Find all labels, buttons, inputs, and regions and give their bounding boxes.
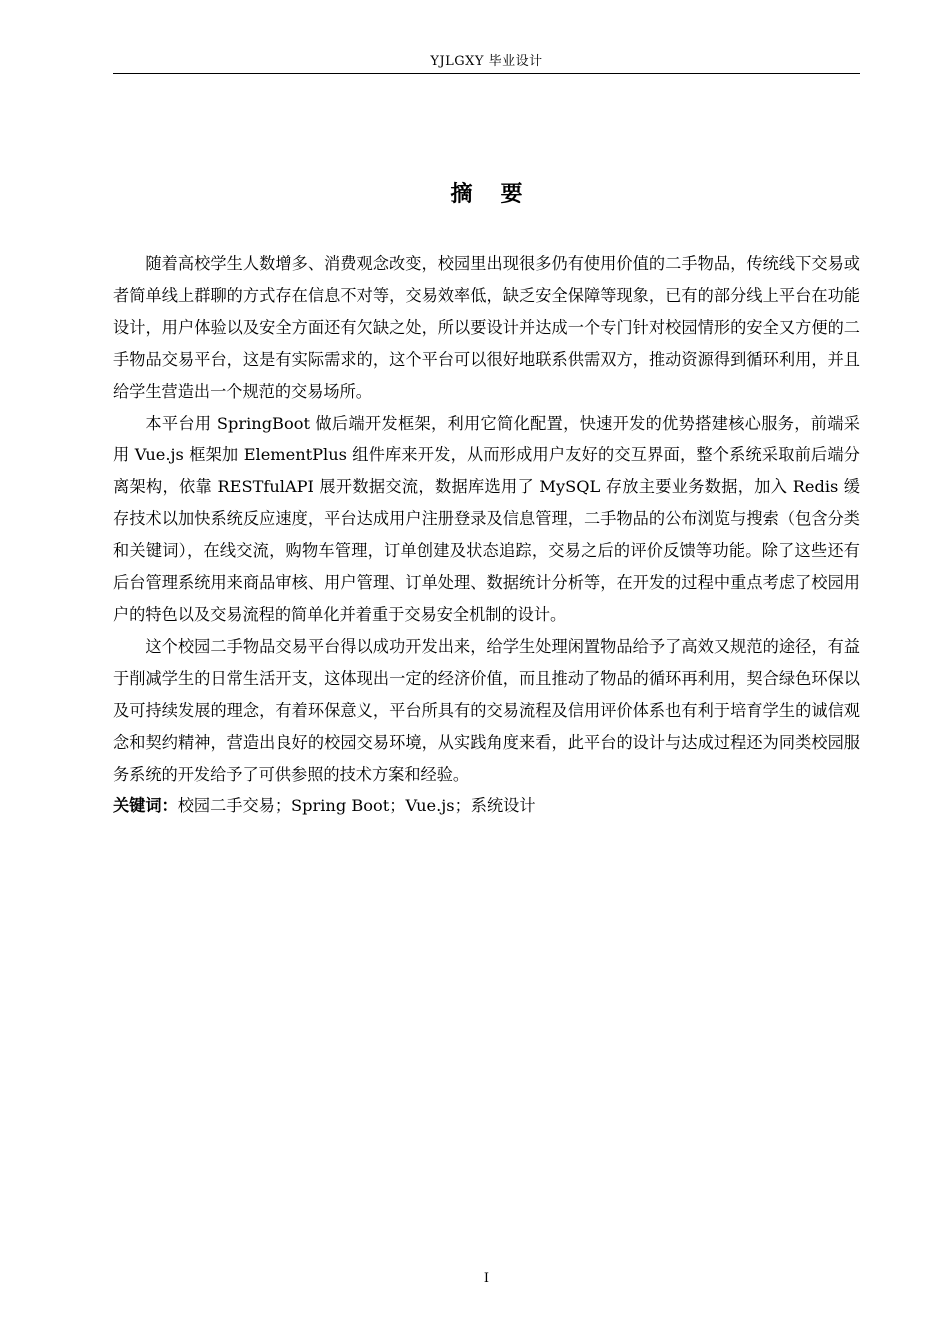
keywords-line	[113, 790, 860, 822]
keywords-label: 关键词：	[113, 796, 178, 816]
abstract-paragraph-3: 这个校园二手物品交易平台得以成功开发出来，给学生处理闲置物品给予了高效又规范的途径，有益于削减学生的日常生活开支，这体现出一定的经济价值，而且推动了物品的循环再利用，契合绿色环保以及可持续发展的理念，有着环保意义，平台所具有的交易流程及信用评价体系也有利于培育学生的诚信观念和契约精神，营造出良好的校园交易环境，从实践角度来看，此平台的设计与达成过程还为同类校园服务系统的开发给予了可供参照的技术方案和经验。	[113, 636, 860, 784]
abstract-title: 摘要	[450, 181, 551, 207]
keywords-value: 校园二手交易；Spring Boot；Vue.js；系统设计	[177, 796, 536, 816]
abstract-paragraph-2: 本平台用 SpringBoot 做后端开发框架，利用它简化配置，快速开发的优势搭建核心服务，前端采用 Vue.js 框架加 ElementPlus 组件库来开发，从而形成用户友好的交互界面，整个系统采取前后端分离架构，依靠 RESTfulAPI 展开数据交流，数据库选用了 MySQL 存放主要业务数据，加入 Redis 缓存技术以加快系统反应速度，平台达成用户注册登录及信息管理，二手物品的公布浏览与搜索（包含分类和关键词），在线交流，购物车管理，订单创建及状态追踪，交易之后的评价反馈等功能。除了这些还有后台管理系统用来商品审核、用户管理、订单处理、数据统计分析等，在开发的过程中重点考虑了校园用户的特色以及交易流程的简单化并着重于交易安全机制的设计。	[113, 413, 860, 624]
page-header: YJLGXY 毕业设计	[113, 52, 860, 74]
abstract-body	[113, 248, 860, 822]
abstract-paragraph-1: 随着高校学生人数增多、消费观念改变，校园里出现很多仍有使用价值的二手物品，传统线下交易或者简单线上群聊的方式存在信息不对等，交易效率低，缺乏安全保障等现象，已有的部分线上平台在功能设计，用户体验以及安全方面还有欠缺之处，所以要设计并达成一个专门针对校园情形的安全又方便的二手物品交易平台，这是有实际需求的，这个平台可以很好地联系供需双方，推动资源得到循环利用，并且给学生营造出一个规范的交易场所。	[113, 254, 860, 401]
page-number: I	[483, 1271, 490, 1286]
